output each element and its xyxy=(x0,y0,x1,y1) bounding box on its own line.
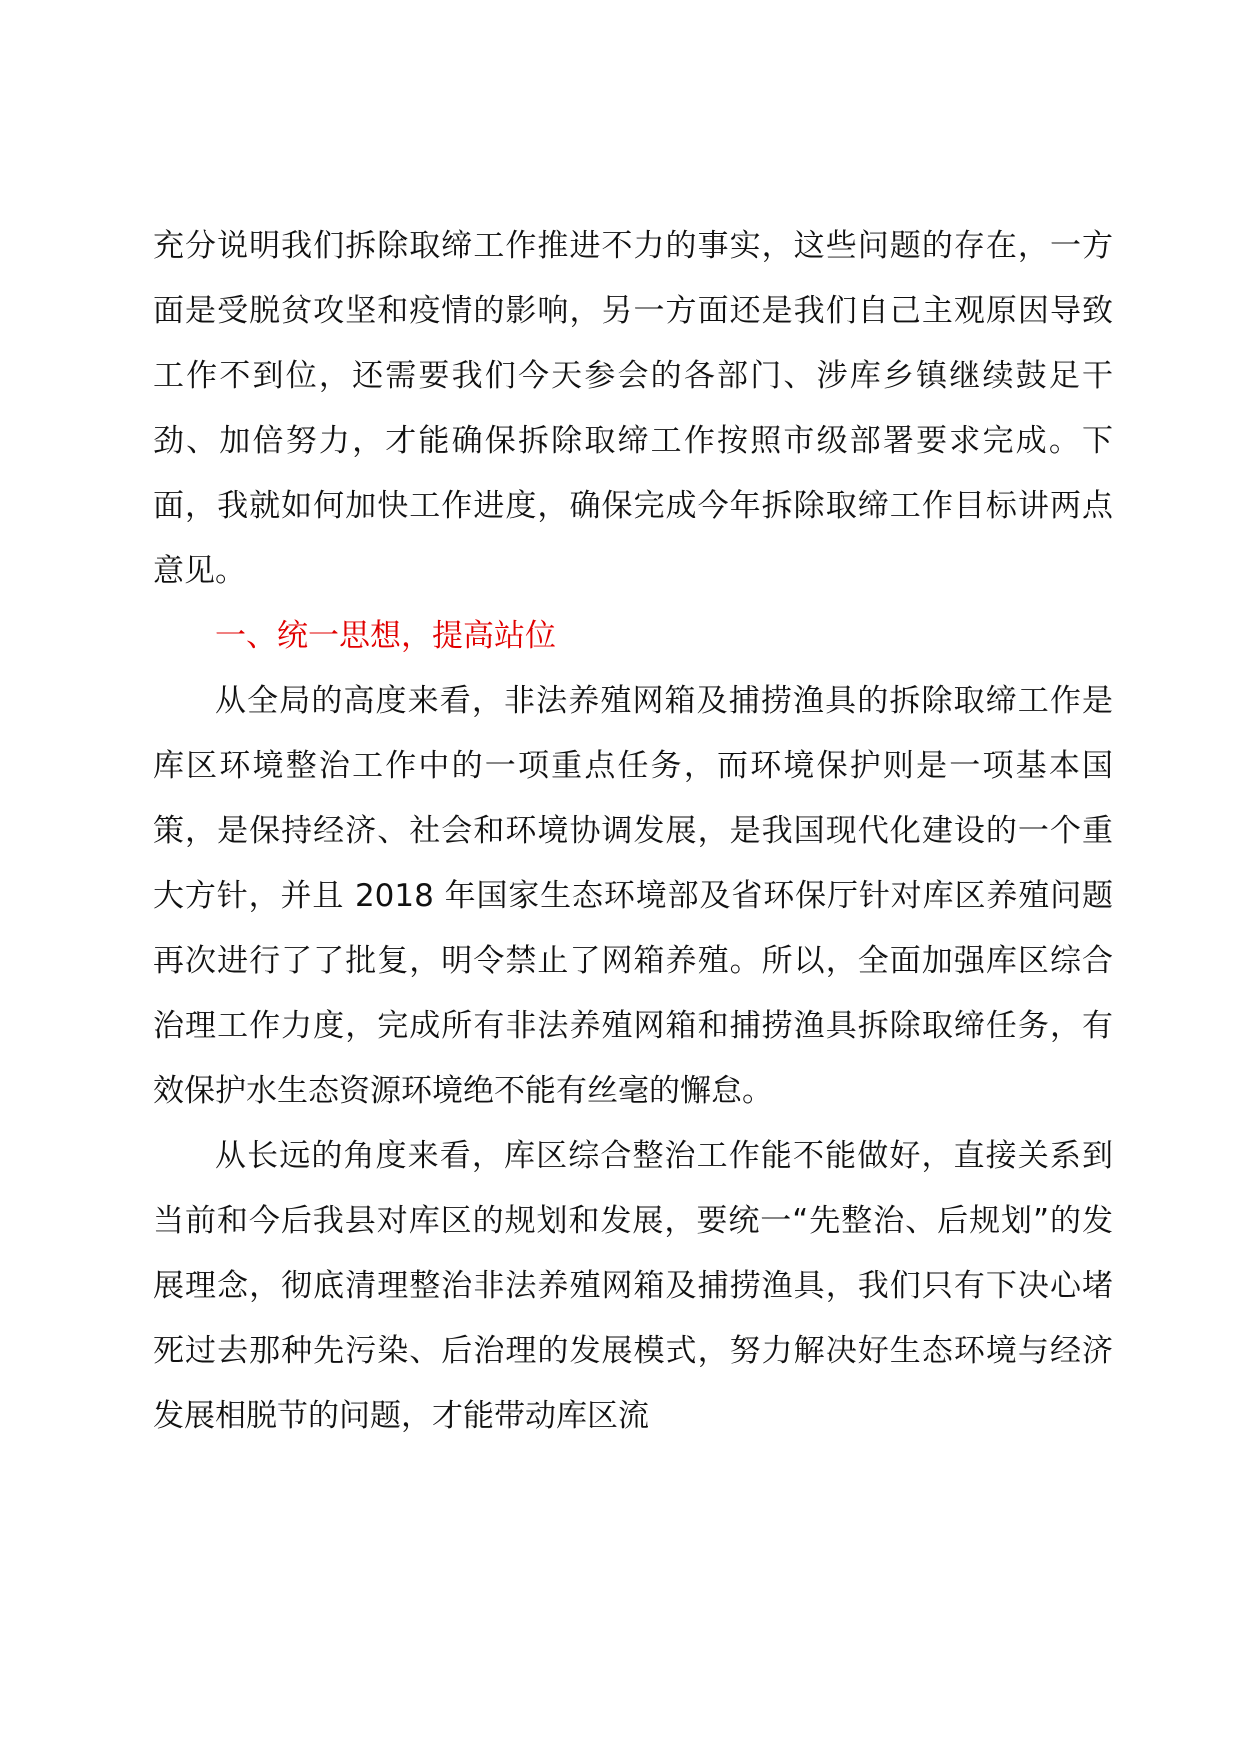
document-body xyxy=(153,214,1113,1449)
paragraph-overall-view: 从全局的高度来看，非法养殖网箱及捕捞渔具的拆除取缔工作是库区环境整治工作中的一项重点任务，而环境保护则是一项基本国策，是保持经济、社会和环境协调发展，是我国现代化建设的一个重大方针，并且 2018 年国家生态环境部及省环保厅针对库区养殖问题再次进行了了批复，明令禁止了网箱养殖。所以，全面加强库区综合治理工作力度，完成所有非法养殖网箱和捕捞渔具拆除取缔任务，有效保护水生态资源环境绝不能有丝毫的懈怠。 xyxy=(153,683,1113,1109)
paragraph-continuation: 充分说明我们拆除取缔工作推进不力的事实，这些问题的存在，一方面是受脱贫攻坚和疫情的影响，另一方面还是我们自己主观原因导致工作不到位，还需要我们今天参会的各部门、涉库乡镇继续鼓足干劲、加倍努力，才能确保拆除取缔工作按照市级部署要求完成。下面，我就如何加快工作进度，确保完成今年拆除取缔工作目标讲两点意见。 xyxy=(153,228,1113,589)
paragraph-long-term-view: 从长远的角度来看，库区综合整治工作能不能做好，直接关系到当前和今后我县对库区的规划和发展，要统一“先整治、后规划”的发展理念，彻底清理整治非法养殖网箱及捕捞渔具，我们只有下决心堵死过去那种先污染、后治理的发展模式，努力解决好生态环境与经济发展相脱节的问题，才能带动库区流 xyxy=(153,1138,1113,1434)
section-heading: 一、统一思想，提高站位 xyxy=(215,618,556,654)
